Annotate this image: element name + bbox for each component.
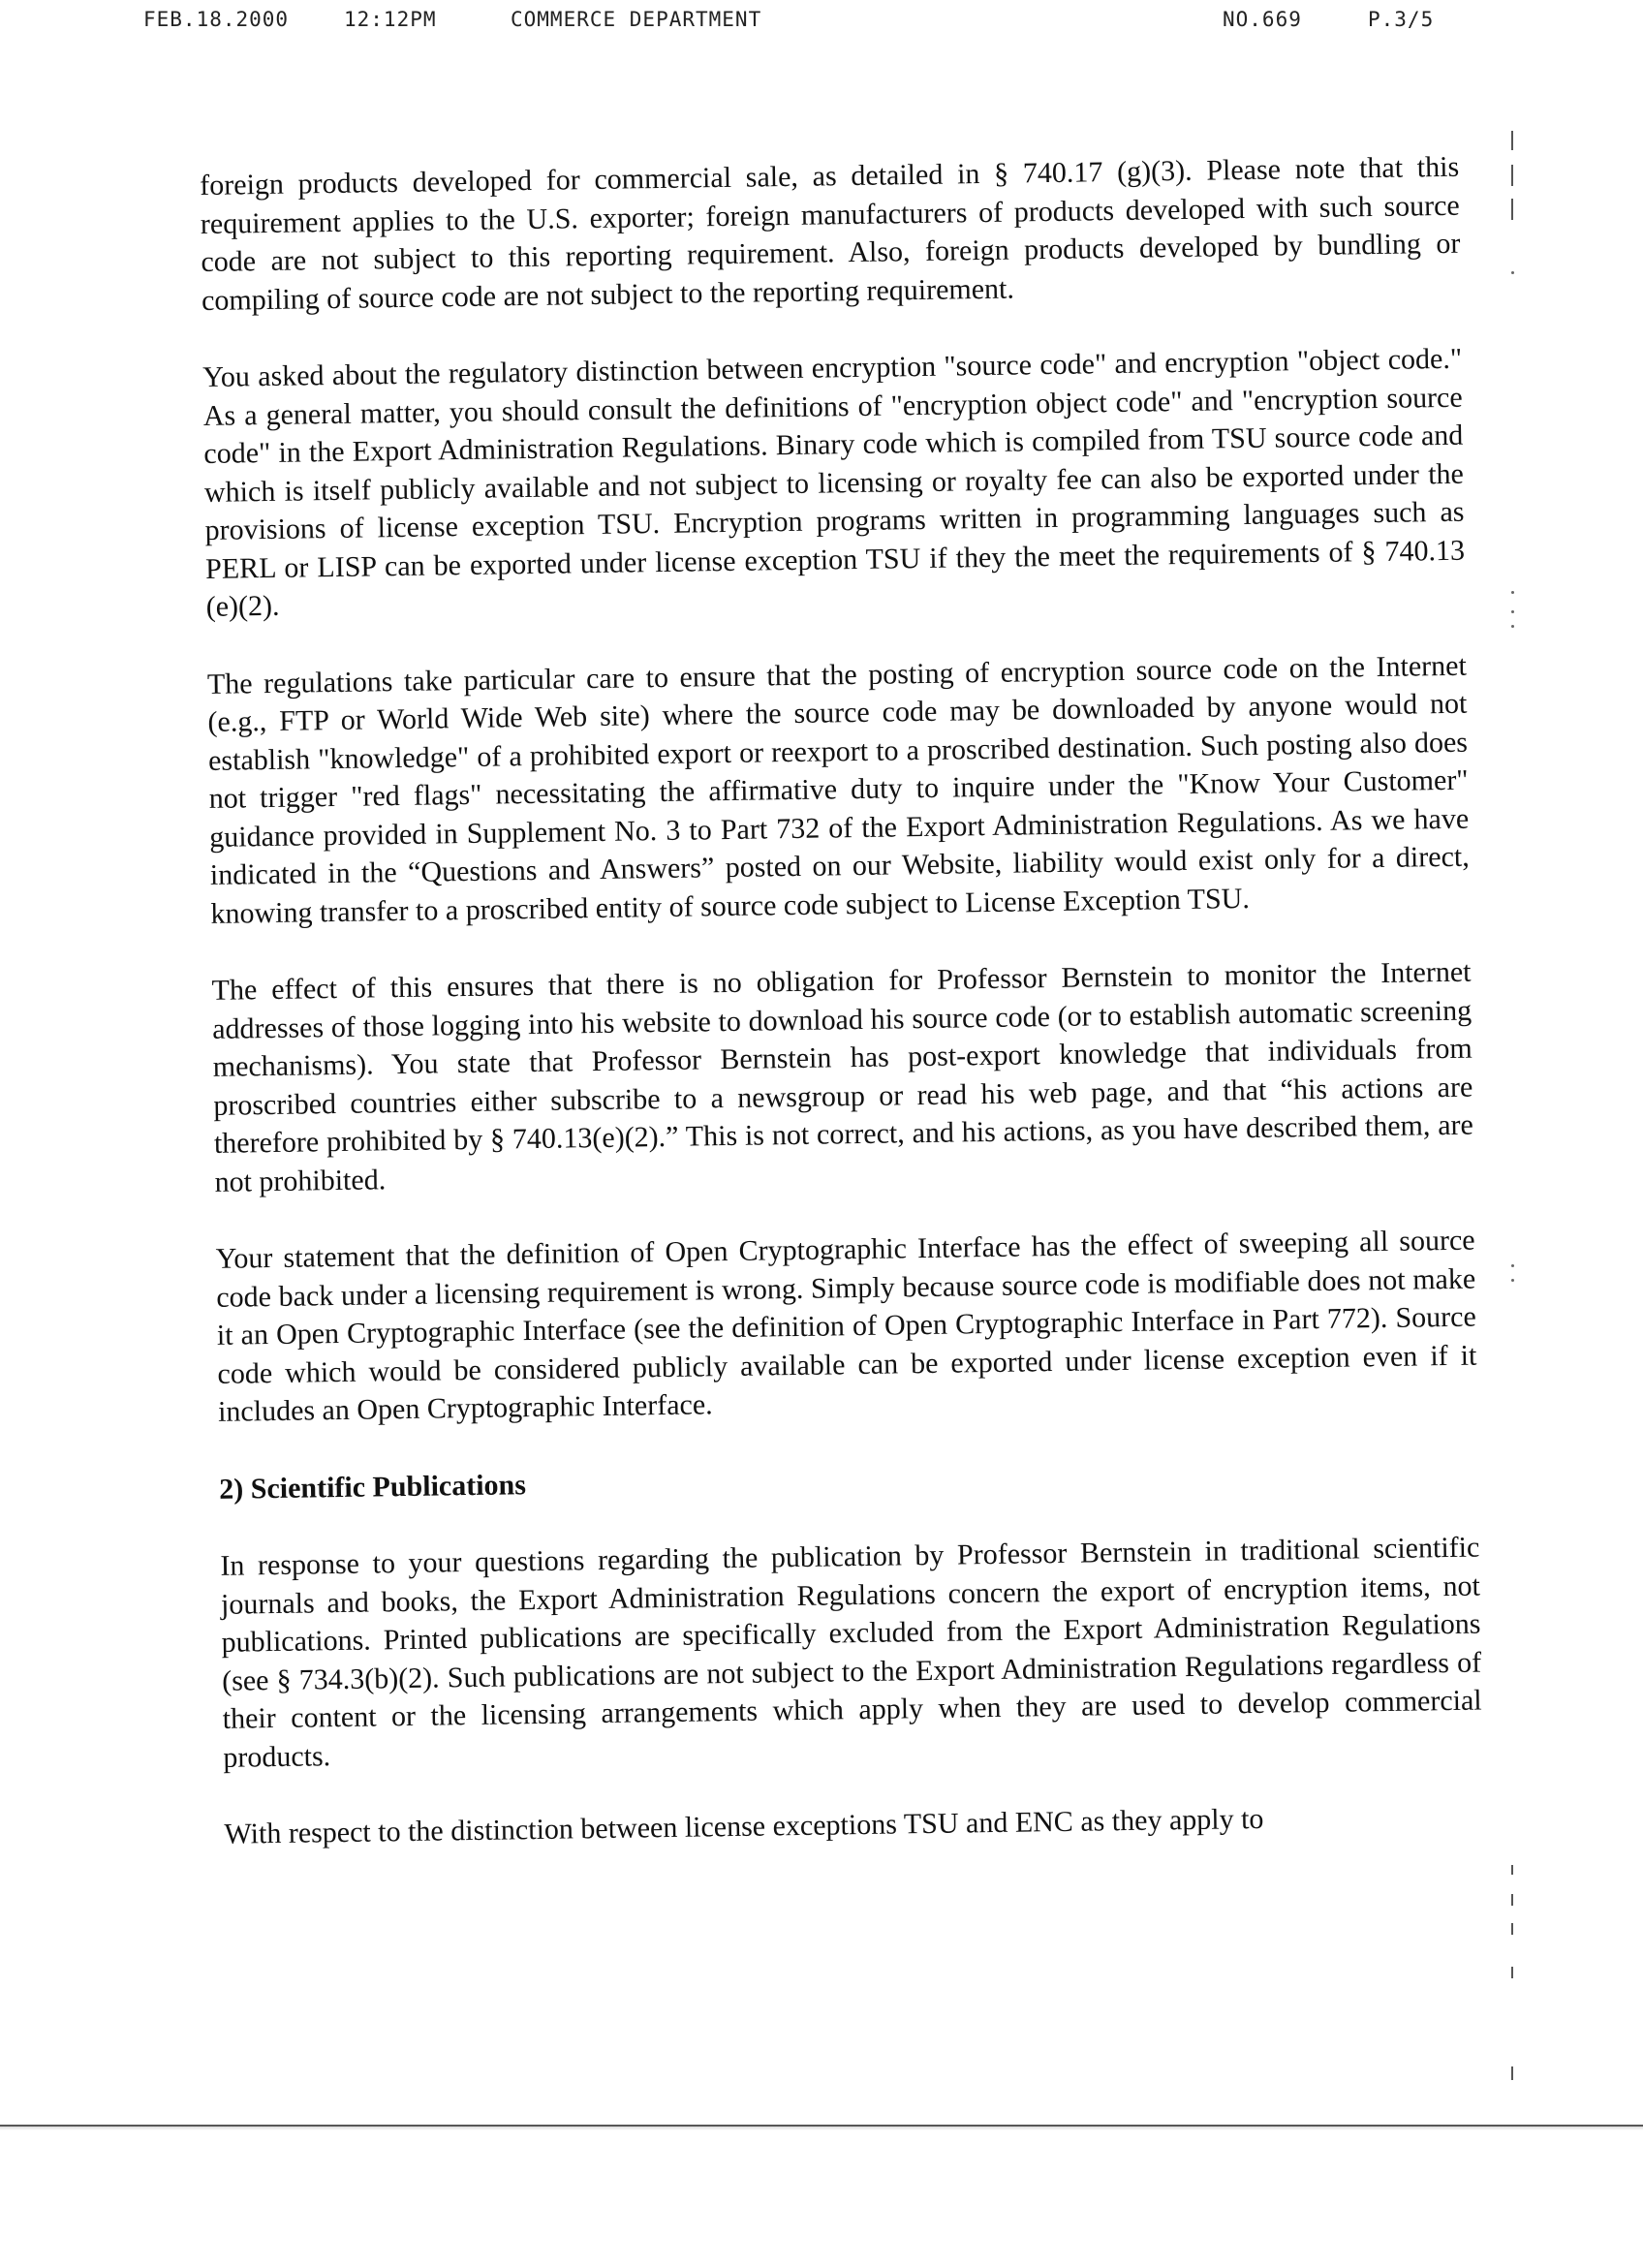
paragraph-source-vs-object-code: You asked about the regulatory distinction between encryption "source code" and encryption "object code." As a general matter, you should consult the definitions of "encryption object code" and "encryption source code" in the Export Administration Regulations. Binary code which is compiled from TSU source code and which is itself publicly available and not subject to licensing or royalty fee can also be exported under the provisions of license exception TSU. Encryption programs written in programming languages such as PERL or LISP can be exported under license exception TSU if they the meet the requirements of § 740.13 (e)(2). xyxy=(202,342,1466,623)
margin-dot xyxy=(1511,1264,1514,1267)
paragraph-internet-posting: The regulations take particular care to ensure that the posting of encryption source code on the Internet (e.g., FTP or World Wide Web site) where the source code may be downloaded by anyone would not establish "knowledge" of a prohibited export or reexport to a proscribed destination. Such posting also does not trigger "red flags" necessitating the affirmative duty to inquire under the "Know Your Customer" guidance provided in Supplement No. 3 to Part 732 of the Export Administration Regulations. As we have indicated in the “Questions and Answers” posted on our Website, liability would exist only for a direct, knowing transfer to a proscribed entity of source code subject to License Exception TSU. xyxy=(206,649,1470,930)
margin-dot xyxy=(1511,625,1514,628)
margin-tick xyxy=(1511,1865,1513,1875)
fax-header xyxy=(0,4,1643,43)
margin-tick xyxy=(1511,1894,1513,1906)
scan-edge-shadow xyxy=(0,2125,1643,2130)
fax-department: COMMERCE DEPARTMENT xyxy=(511,8,762,31)
margin-dot xyxy=(1511,591,1514,594)
paragraph-no-monitoring-obligation: The effect of this ensures that there is no obligation for Professor Bernstein to monitor the Internet addresses of those logging into his website to download his source code (or to establish automatic screening mechanisms). You state that Professor Bernstein has post-export knowledge that individuals from proscribed countries either subscribe to a newsgroup or read his web page, and that “his actions are therefore prohibited by § 740.13(e)(2).” This is not correct, and his actions, as you have described them, are not prohibited. xyxy=(211,955,1474,1198)
margin-tick xyxy=(1511,2066,1513,2080)
paragraph-tsu-enc-distinction: With respect to the distinction between license exceptions TSU and ENC as they apply to xyxy=(224,1802,1264,1850)
margin-dot xyxy=(1511,1279,1514,1282)
paragraph-publications: In response to your questions regarding the publication by Professor Bernstein in traditional scientific journals and books, the Export Administration Regulations concern the export of encryption items, not publications. Printed publications are specifically excluded from the Export Administration Regulations (see § 734.3(b)(2). Such publications are not subject to the Export Administration Regulations regardless of their content or the licensing arrangements which apply when they are used to develop commercial products. xyxy=(220,1531,1482,1774)
paragraph-reporting-requirement: foreign products developed for commercial sale, as detailed in § 740.17 (g)(3). Please note that this requirement applies to the U.S. exporter; foreign manufacturers of products developed with such source code are not subject to this reporting requirement. Also, foreign products developed by bundling or compiling of source code are not subject to the reporting requirement. xyxy=(200,150,1461,317)
section-heading-scientific-publications: 2) Scientific Publications xyxy=(219,1468,527,1506)
letter-body xyxy=(200,148,1484,1854)
scan-margin-marks xyxy=(1511,0,1521,2266)
margin-dot xyxy=(1511,271,1514,274)
margin-tick xyxy=(1511,1967,1513,1978)
margin-tick xyxy=(1511,1923,1513,1935)
fax-date: FEB.18.2000 xyxy=(143,8,290,31)
fax-number: NO.669 xyxy=(1223,8,1302,31)
fax-time: 12:12PM xyxy=(344,8,437,31)
scan-page-edge xyxy=(0,2125,1643,2268)
margin-tick xyxy=(1511,131,1513,150)
margin-tick xyxy=(1511,199,1513,220)
margin-dot xyxy=(1511,610,1514,613)
margin-tick xyxy=(1511,165,1513,186)
fax-page-number: P.3/5 xyxy=(1368,8,1435,31)
paragraph-open-cryptographic-interface: Your statement that the definition of Open Cryptographic Interface has the effect of sweeping all source code back under a licensing requirement is wrong. Simply because source code is modifiable does not make it an Open Cryptographic Interface (see the definition of Open Cryptographic Interface in Part 772). Source code which would be considered publicly available can be exported under license exception even if it includes an Open Cryptographic Interface. xyxy=(215,1224,1477,1428)
